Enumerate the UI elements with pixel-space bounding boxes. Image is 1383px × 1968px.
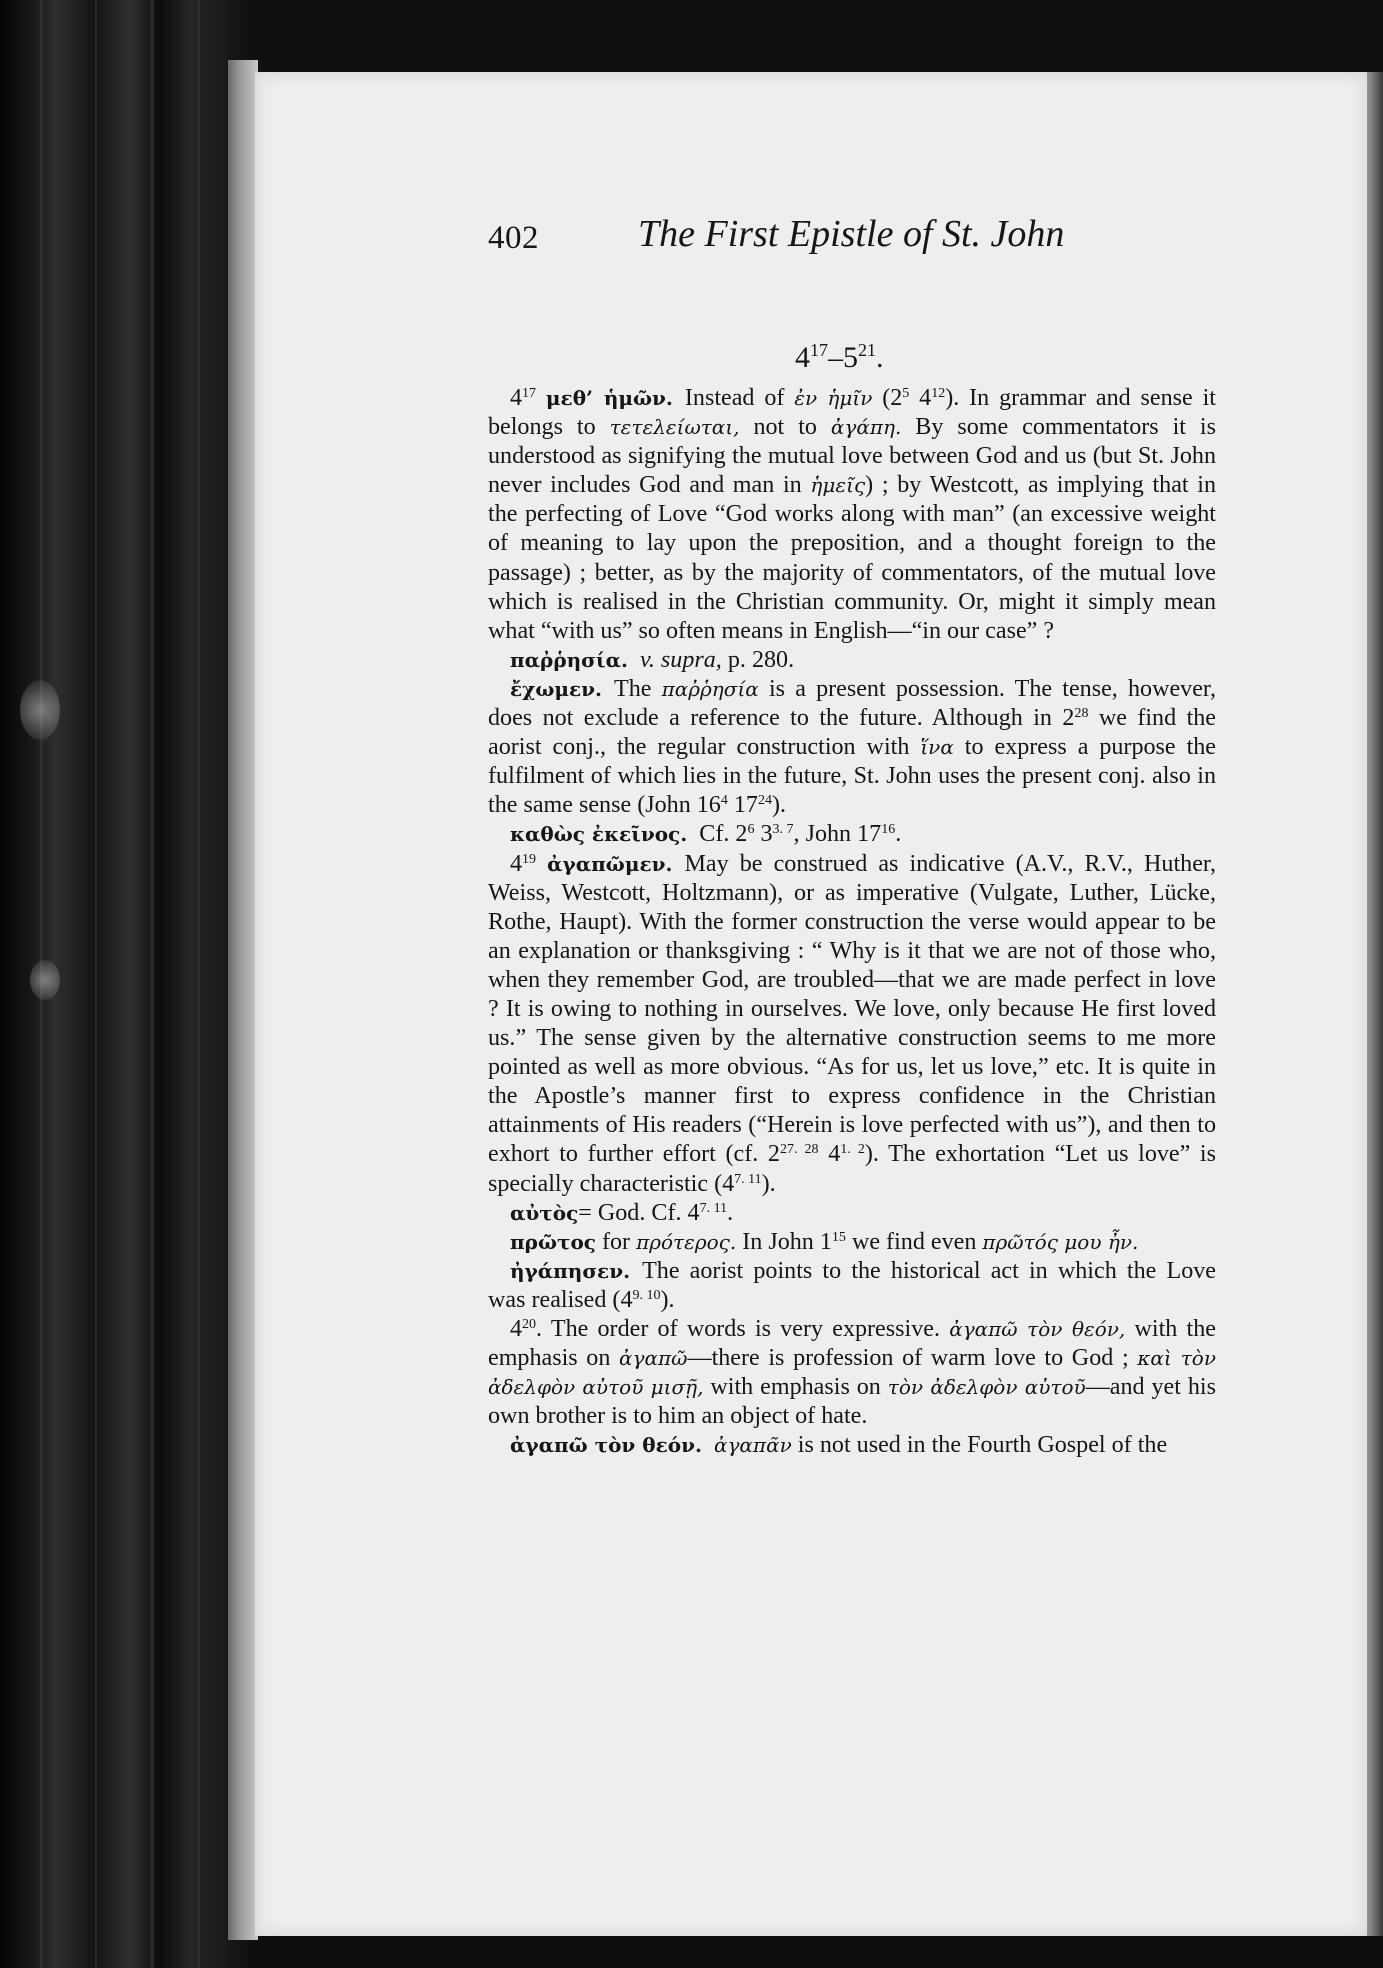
- lemma: μεθ’ ἡμῶν.: [545, 386, 673, 410]
- commentary-body: [488, 384, 1216, 1460]
- text: is not used in the Fourth Gospel of the: [791, 1432, 1168, 1459]
- sup: 5: [902, 386, 910, 401]
- greek-text: ἡμεῖς: [810, 473, 866, 498]
- text: 4: [818, 1141, 841, 1168]
- text: ). The exhortation “Let us love” is specially characteristic (4: [488, 1141, 1217, 1197]
- sup: 12: [931, 386, 946, 401]
- text: v. supra,: [639, 646, 722, 673]
- paragraph-4-17: [488, 384, 1216, 646]
- greek-text: παῤῥησία: [661, 676, 759, 701]
- book-page: [255, 72, 1367, 1936]
- text: not to: [739, 414, 831, 441]
- lemma: ἀγαπῶμεν.: [547, 851, 673, 876]
- text: we find even: [845, 1228, 983, 1255]
- sup: 1. 2: [840, 1142, 865, 1158]
- greek-text: ἐν ἡμῖν: [794, 386, 873, 410]
- greek-text: ἀγαπῶ: [619, 1346, 688, 1371]
- verse-sup: 20: [522, 1317, 537, 1332]
- text: The: [614, 675, 662, 702]
- text: ).: [771, 792, 787, 819]
- text: ) ; by Westcott, as implying that in the perfecting of Love “God works along with man” (an excessive weight of meaning to lay upon the preposition, and a thought foreign to the passage) ; better, as by the majority of commentators, of the mutual love which is realised in the Christian community. Or, might it simply mean what “with us” so often means in English—“in our case” ?: [488, 472, 1217, 644]
- text: , John 17: [793, 821, 882, 848]
- sup: 7. 11: [734, 1171, 762, 1187]
- paragraph-parrhesia: [488, 646, 1216, 675]
- text: By some commentators it is understood as signifying the mutual love between God and us (but St. John never includes God and man in: [488, 414, 1216, 499]
- lemma: πρῶτος: [510, 1229, 596, 1254]
- text: = God. Cf. 4: [578, 1199, 700, 1226]
- text: May be construed as indicative (A.V., R.V., Huther, Weiss, Westcott, Holtzmann), or as imperative (Vulgate, Luther, Lücke, Rothe, Haupt). With the former construction the verse would appear to be an explanation or thanksgiving : “ Why is it that we are not of those who, when they remember God, are troubled—that we are made perfect in love ? It is owing to nothing in ourselves. We love, only because He first loved us.” The sense given by the alternative construction seems to me more pointed as well as more obvious. “As for us, let us love,” etc. It is quite in the Apostle’s manner first to express confidence in the Christian attainments of His readers (“Herein is love perfected with us”), and then to exhort to further effort (cf. 2: [488, 850, 1216, 1168]
- text: —there is profession of warm love to God ;: [687, 1345, 1138, 1372]
- spine-stripe: [150, 0, 154, 1968]
- text: ). In grammar and sense it belongs to: [488, 385, 1216, 441]
- page-header: [488, 213, 1208, 270]
- sup: 3. 7: [772, 822, 794, 838]
- text: 4: [909, 385, 932, 411]
- paragraph-4-19: [488, 850, 1216, 1199]
- lemma: παῤῥησία.: [510, 647, 628, 672]
- lemma: ἀγαπῶ τὸν θεόν.: [510, 1433, 702, 1458]
- text: The aorist points to the historical act in which the Love was realised (4: [488, 1257, 1216, 1313]
- section-ref-chapter-end: 5: [843, 341, 858, 374]
- greek-text: ἀγαπᾶν: [713, 1433, 792, 1458]
- paragraph-kathos: [488, 820, 1216, 849]
- lemma: καθὼς ἐκεῖνος.: [510, 822, 688, 847]
- lemma: ἠγάπησεν.: [510, 1258, 631, 1283]
- greek-text: τὸν ἀδελφὸν αὐτοῦ: [887, 1375, 1086, 1400]
- sup: 4: [720, 793, 728, 809]
- verse-number: 4: [510, 385, 523, 411]
- sup: 6: [747, 822, 755, 838]
- verse-number: 4: [510, 850, 523, 877]
- verse-sup: 19: [522, 851, 537, 867]
- paragraph-4-20: [488, 1315, 1216, 1431]
- greek-text: ἀγαπῶ τὸν θεόν,: [949, 1317, 1126, 1341]
- verse-sup: 17: [522, 386, 537, 401]
- paragraph-echomen: [488, 675, 1216, 820]
- greek-text: ἀγάπη.: [830, 415, 902, 440]
- text: In John 1: [736, 1228, 832, 1255]
- greek-text: ἵνα: [920, 735, 954, 760]
- sup: 24: [757, 793, 772, 809]
- spine-stripe: [198, 0, 200, 1968]
- running-title: The First Epistle of St. John: [638, 213, 1065, 255]
- greek-text: πρῶτός μου ἦν.: [982, 1229, 1139, 1254]
- scan-smudge: [20, 680, 60, 740]
- verse-number: 4: [510, 1316, 523, 1342]
- text: ).: [761, 1170, 776, 1197]
- paragraph-egapesen: [488, 1257, 1216, 1315]
- text: Instead of: [684, 385, 795, 411]
- paragraph-agapo: [488, 1431, 1216, 1460]
- greek-text: πρότερος.: [636, 1229, 737, 1254]
- text: 17: [727, 792, 758, 819]
- section-ref-verse: 17: [810, 340, 828, 360]
- sup: 7. 11: [699, 1200, 728, 1216]
- text: ).: [660, 1286, 675, 1313]
- sup: 15: [831, 1229, 846, 1245]
- text: for: [601, 1228, 637, 1255]
- text: with emphasis on: [703, 1374, 888, 1401]
- text: . The order of words is very expressive.: [536, 1316, 950, 1342]
- sup: 28: [1074, 706, 1089, 722]
- sup: 9. 10: [632, 1287, 661, 1303]
- page-number: 402: [488, 220, 539, 256]
- paragraph-protos: [488, 1228, 1216, 1257]
- text: to express a purpose the fulfilment of which lies in the future, St. John uses the present conj. also in the same sense (John 16: [488, 734, 1217, 819]
- text: p. 280.: [721, 646, 795, 673]
- section-ref-period: .: [876, 341, 884, 374]
- sup: 16: [881, 822, 896, 838]
- section-ref-dash: –: [828, 341, 843, 374]
- spine-stripe: [95, 0, 97, 1968]
- lemma: αὐτὸς: [510, 1200, 579, 1225]
- text: we find the aorist conj., the regular construction with: [488, 705, 1216, 761]
- text: with the emphasis on: [488, 1316, 1216, 1372]
- paragraph-autos: [488, 1199, 1216, 1228]
- sup: 27. 28: [779, 1142, 819, 1158]
- text: —and yet his own brother is to him an object of hate.: [488, 1374, 1216, 1430]
- greek-text: τετελείωται,: [609, 415, 740, 440]
- text: 3: [754, 821, 773, 848]
- text: is a present possession. The tense, however, does not exclude a reference to the future. Although in 2: [488, 675, 1217, 732]
- text: .: [895, 821, 902, 848]
- text: .: [727, 1199, 734, 1226]
- section-reference: [795, 340, 884, 375]
- page-edge-left: [228, 60, 258, 1940]
- section-ref-chapter: 4: [795, 341, 810, 374]
- text: Cf. 2: [699, 821, 748, 848]
- greek-text: καὶ τὸν ἀδελφὸν αὐτοῦ μισῇ,: [488, 1346, 1216, 1400]
- text: (2: [872, 385, 903, 411]
- scan-smudge: [30, 960, 60, 1000]
- lemma: ἔχωμεν.: [510, 676, 602, 701]
- section-ref-verse-end: 21: [858, 340, 876, 360]
